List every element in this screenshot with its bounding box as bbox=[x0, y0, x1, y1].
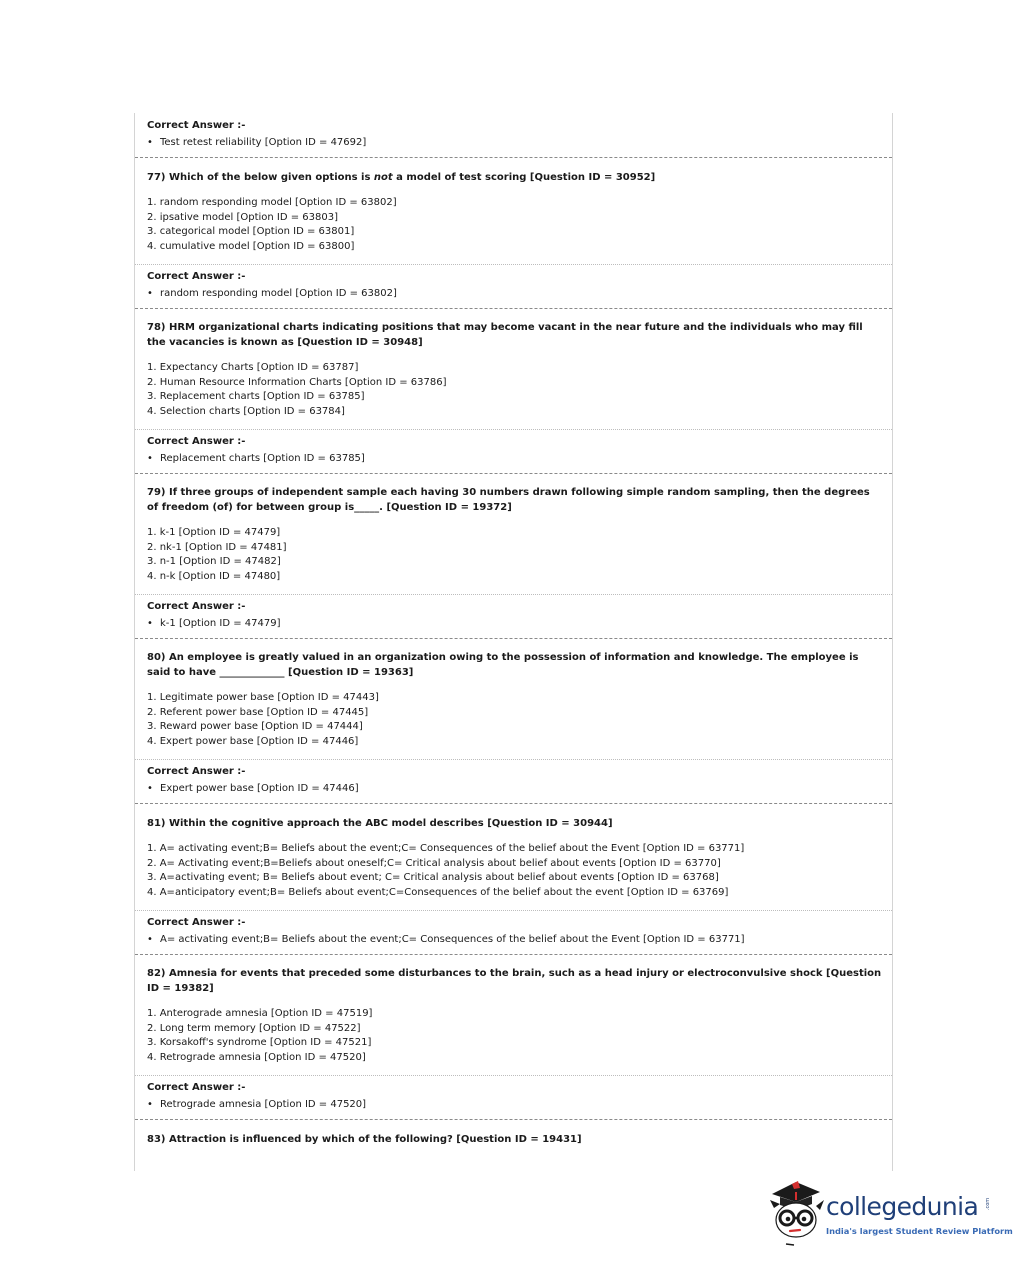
option-2: 2. ipsative model [Option ID = 63803] bbox=[147, 211, 339, 223]
option-4: 4. Selection charts [Option ID = 63784] bbox=[147, 405, 345, 417]
correct-answer-label: Correct Answer :- bbox=[147, 1082, 246, 1093]
mascot-icon bbox=[766, 1178, 828, 1248]
question-text: 83) Attraction is influenced by which of the following? [Question ID = 19431] bbox=[147, 1134, 582, 1145]
option-1: 1. A= activating event;B= Beliefs about the event;C= Consequences of the belief about the Event [Option ID = 63771] bbox=[147, 843, 745, 854]
question-block-77 bbox=[135, 158, 892, 265]
question-text: 82) Amnesia for events that preceded some disturbances to the brain, such as a head injury or electroconvulsive shock [Question ID = 19382] bbox=[147, 968, 882, 994]
question-block-78 bbox=[135, 309, 892, 430]
question-block-82 bbox=[135, 955, 892, 1076]
answer-block-81 bbox=[135, 911, 892, 955]
option-3: 3. categorical model [Option ID = 63801] bbox=[147, 226, 355, 237]
correct-answer-value: • Replacement charts [Option ID = 63785] bbox=[147, 452, 365, 467]
correct-answer-label: Correct Answer :- bbox=[147, 601, 246, 612]
question-text: 78) HRM organizational charts indicating positions that may become vacant in the near future and the individuals who may fill the vacancies is known as [Question ID = 30948] bbox=[147, 322, 863, 348]
question-emphasis: not bbox=[373, 172, 393, 183]
logo-tagline: India's largest Student Review Platform bbox=[826, 1226, 1013, 1236]
correct-answer-label: Correct Answer :- bbox=[147, 917, 246, 928]
answer-block-82 bbox=[135, 1076, 892, 1120]
option-4: 4. Expert power base [Option ID = 47446] bbox=[147, 735, 359, 747]
option-4: 4. A=anticipatory event;B= Beliefs about event;C=Consequences of the belief about the event [Option ID = 63769] bbox=[147, 886, 729, 898]
option-4: 4. n-k [Option ID = 47480] bbox=[147, 570, 281, 582]
option-2: 2. Referent power base [Option ID = 47445] bbox=[147, 706, 369, 718]
correct-answer-label: Correct Answer :- bbox=[147, 766, 246, 777]
question-text: 79) If three groups of independent sample each having 30 numbers drawn following simple random sampling, then the degrees of freedom (of) for between group is_____. [Question ID = 19372] bbox=[147, 487, 870, 513]
option-4: 4. cumulative model [Option ID = 63800] bbox=[147, 240, 355, 252]
answer-block-78 bbox=[135, 430, 892, 474]
option-1: 1. Anterograde amnesia [Option ID = 47519] bbox=[147, 1008, 373, 1019]
logo-wordmark: collegedunia bbox=[826, 1192, 979, 1221]
option-3: 3. Replacement charts [Option ID = 63785] bbox=[147, 391, 365, 402]
correct-answer-value: • Expert power base [Option ID = 47446] bbox=[147, 782, 359, 797]
option-2: 2. Human Resource Information Charts [Option ID = 63786] bbox=[147, 376, 447, 388]
correct-answer-label: Correct Answer :- bbox=[147, 271, 246, 282]
correct-answer-value: • random responding model [Option ID = 63802] bbox=[147, 287, 397, 302]
option-3: 3. n-1 [Option ID = 47482] bbox=[147, 556, 281, 567]
question-text bbox=[147, 171, 882, 186]
answer-block-76 bbox=[135, 113, 892, 158]
question-block-80 bbox=[135, 639, 892, 760]
question-text: 80) An employee is greatly valued in an organization owing to the possession of information and knowledge. The employee is said to have _____________ [Question ID = 19363] bbox=[147, 652, 859, 678]
option-2: 2. Long term memory [Option ID = 47522] bbox=[147, 1022, 361, 1034]
question-text-part: a model of test scoring [Question ID = 30952] bbox=[392, 172, 656, 183]
question-block-79 bbox=[135, 474, 892, 595]
correct-answer-value: • k-1 [Option ID = 47479] bbox=[147, 617, 281, 632]
question-text-part: 77) Which of the below given options is bbox=[147, 172, 374, 183]
correct-answer-label: Correct Answer :- bbox=[147, 120, 246, 131]
correct-answer-label: Correct Answer :- bbox=[147, 436, 246, 447]
correct-answer-value: • Retrograde amnesia [Option ID = 47520] bbox=[147, 1098, 366, 1113]
question-block-83 bbox=[135, 1120, 892, 1171]
option-1: 1. k-1 [Option ID = 47479] bbox=[147, 527, 281, 538]
option-4: 4. Retrograde amnesia [Option ID = 47520] bbox=[147, 1051, 366, 1063]
option-2: 2. nk-1 [Option ID = 47481] bbox=[147, 541, 287, 553]
answer-block-77 bbox=[135, 265, 892, 309]
question-block-81 bbox=[135, 804, 892, 911]
logo-domain: .com bbox=[985, 1197, 992, 1211]
correct-answer-value: • A= activating event;B= Beliefs about the event;C= Consequences of the belief about the Event [Option ID = 63771] bbox=[147, 933, 745, 948]
question-paper-frame bbox=[134, 113, 893, 1171]
option-1: 1. Expectancy Charts [Option ID = 63787] bbox=[147, 362, 359, 373]
option-3: 3. Korsakoff's syndrome [Option ID = 47521] bbox=[147, 1037, 372, 1048]
answer-block-80 bbox=[135, 760, 892, 804]
answer-block-79 bbox=[135, 595, 892, 639]
question-text: 81) Within the cognitive approach the ABC model describes [Question ID = 30944] bbox=[147, 818, 613, 829]
correct-answer-value: • Test retest reliability [Option ID = 47692] bbox=[147, 136, 366, 151]
option-3: 3. Reward power base [Option ID = 47444] bbox=[147, 721, 363, 732]
option-1: 1. random responding model [Option ID = 63802] bbox=[147, 197, 397, 208]
collegedunia-logo bbox=[766, 1178, 1013, 1248]
option-1: 1. Legitimate power base [Option ID = 47443] bbox=[147, 692, 379, 703]
option-3: 3. A=activating event; B= Beliefs about event; C= Critical analysis about belief about events [Option ID = 63768] bbox=[147, 872, 719, 883]
option-2: 2. A= Activating event;B=Beliefs about oneself;C= Critical analysis about belief about events [Option ID = 63770] bbox=[147, 857, 721, 869]
